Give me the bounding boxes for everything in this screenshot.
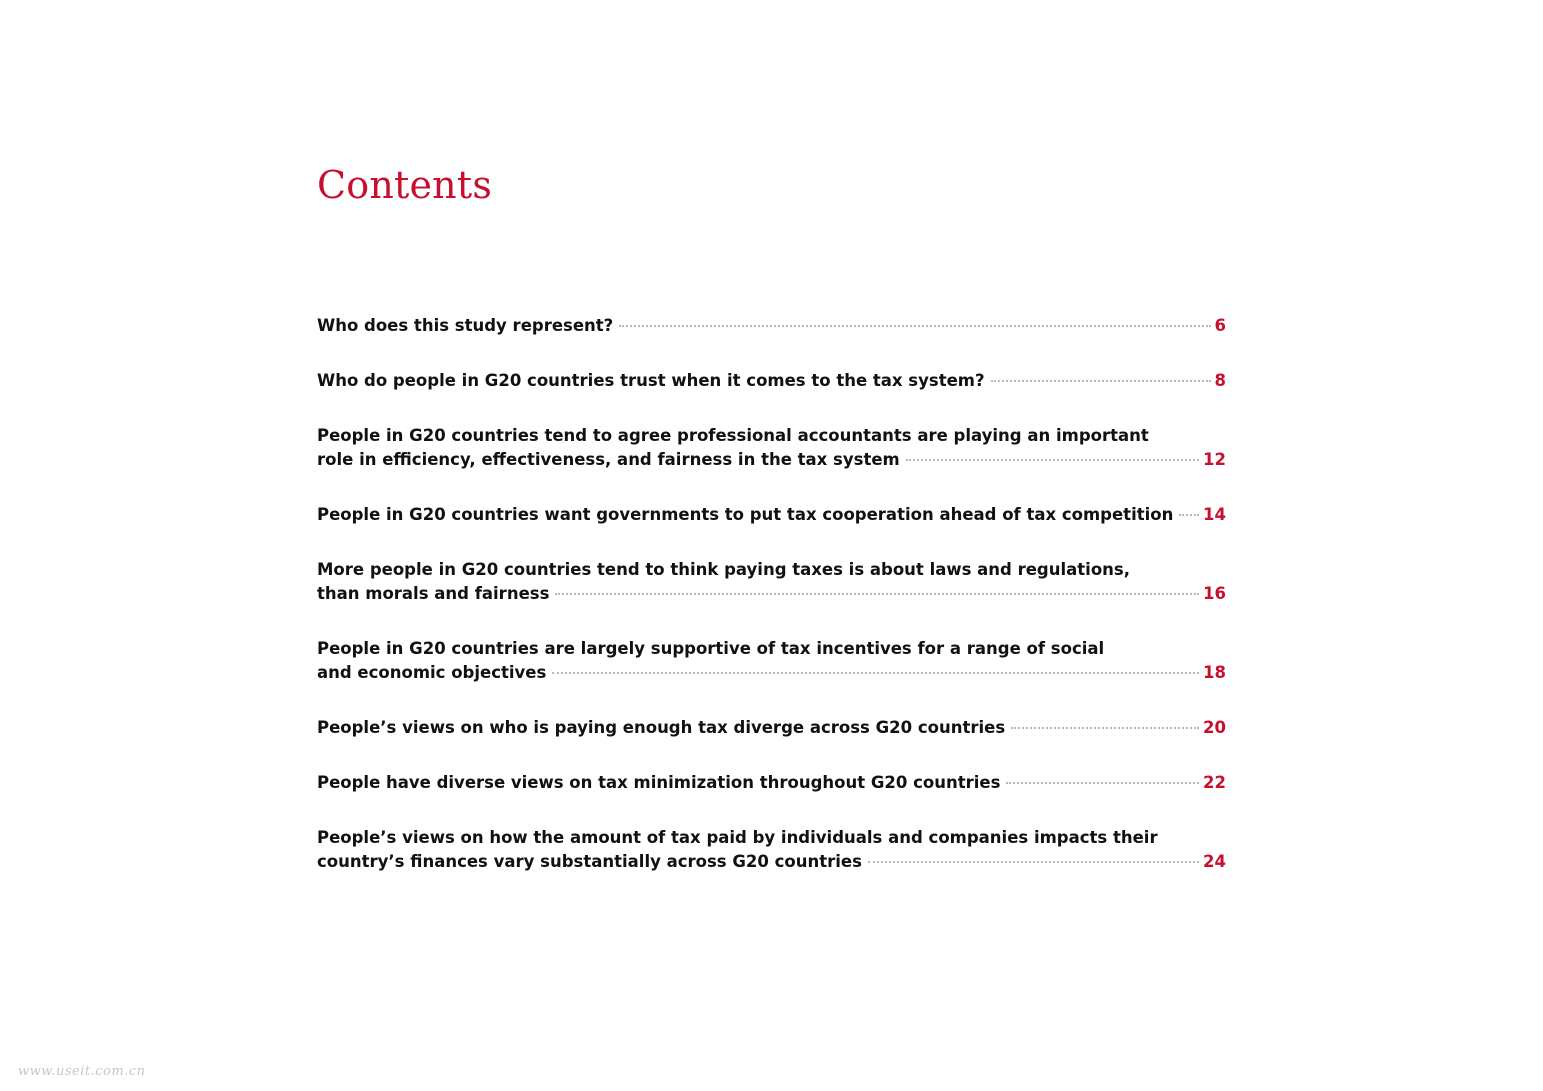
toc-line (317, 850, 1226, 874)
toc-entry[interactable] (317, 558, 1226, 606)
toc-entry[interactable] (317, 314, 1226, 338)
dot-leader (1179, 514, 1199, 516)
toc-entry[interactable] (317, 369, 1226, 393)
toc-line (317, 314, 1226, 338)
dot-leader (555, 593, 1199, 595)
toc-page-number: 18 (1203, 663, 1226, 682)
toc-entry[interactable] (317, 771, 1226, 795)
toc-line (317, 369, 1226, 393)
toc-entry[interactable] (317, 826, 1226, 874)
toc-line (317, 582, 1226, 606)
toc-entry-title: People’s views on who is paying enough tax diverge across G20 countries (317, 718, 1006, 737)
toc-line (317, 716, 1226, 740)
page-title: Contents (317, 163, 493, 207)
toc-entry-title-line-2: and economic objectives (317, 663, 547, 682)
dot-leader (868, 861, 1199, 863)
toc-entry[interactable] (317, 503, 1226, 527)
toc-page-number: 16 (1203, 584, 1226, 603)
toc-page-number: 12 (1203, 450, 1226, 469)
toc-entry-title: People in G20 countries want governments to put tax cooperation ahead of tax competition (317, 505, 1174, 524)
toc-page-number: 8 (1214, 371, 1226, 390)
dot-leader (991, 380, 1211, 382)
toc-entry-title-line-2: role in efficiency, effectiveness, and fairness in the tax system (317, 450, 900, 469)
dot-leader (619, 325, 1210, 327)
toc-line (317, 771, 1226, 795)
toc-entry[interactable] (317, 637, 1226, 685)
toc-entry-title: People have diverse views on tax minimization throughout G20 countries (317, 773, 1001, 792)
toc-entry-title-line-2: than morals and fairness (317, 584, 550, 603)
dot-leader (1006, 782, 1199, 784)
toc-page-number: 6 (1214, 316, 1226, 335)
dot-leader (906, 459, 1199, 461)
watermark: www.useit.com.cn (18, 1064, 146, 1079)
toc-entry[interactable] (317, 716, 1226, 740)
dot-leader (1011, 727, 1199, 729)
toc-line (317, 448, 1226, 472)
toc-entry-title: Who does this study represent? (317, 316, 614, 335)
toc-page-number: 24 (1203, 852, 1226, 871)
toc-page-number: 22 (1203, 773, 1226, 792)
toc-line (317, 503, 1226, 527)
table-of-contents (317, 314, 1226, 905)
toc-page-number: 14 (1203, 505, 1226, 524)
toc-entry-title-line-1: People in G20 countries are largely supportive of tax incentives for a range of social (317, 639, 1105, 658)
dot-leader (552, 672, 1199, 674)
toc-line (317, 661, 1226, 685)
toc-entry-title: Who do people in G20 countries trust when it comes to the tax system? (317, 371, 985, 390)
toc-entry-title-line-1: People in G20 countries tend to agree professional accountants are playing an important (317, 426, 1149, 445)
toc-entry-title-line-2: country’s finances vary substantially across G20 countries (317, 852, 862, 871)
toc-entry-title-line-1: People’s views on how the amount of tax paid by individuals and companies impacts their (317, 828, 1158, 847)
toc-entry[interactable] (317, 424, 1226, 472)
toc-page-number: 20 (1203, 718, 1226, 737)
toc-entry-title-line-1: More people in G20 countries tend to think paying taxes is about laws and regulations, (317, 560, 1130, 579)
